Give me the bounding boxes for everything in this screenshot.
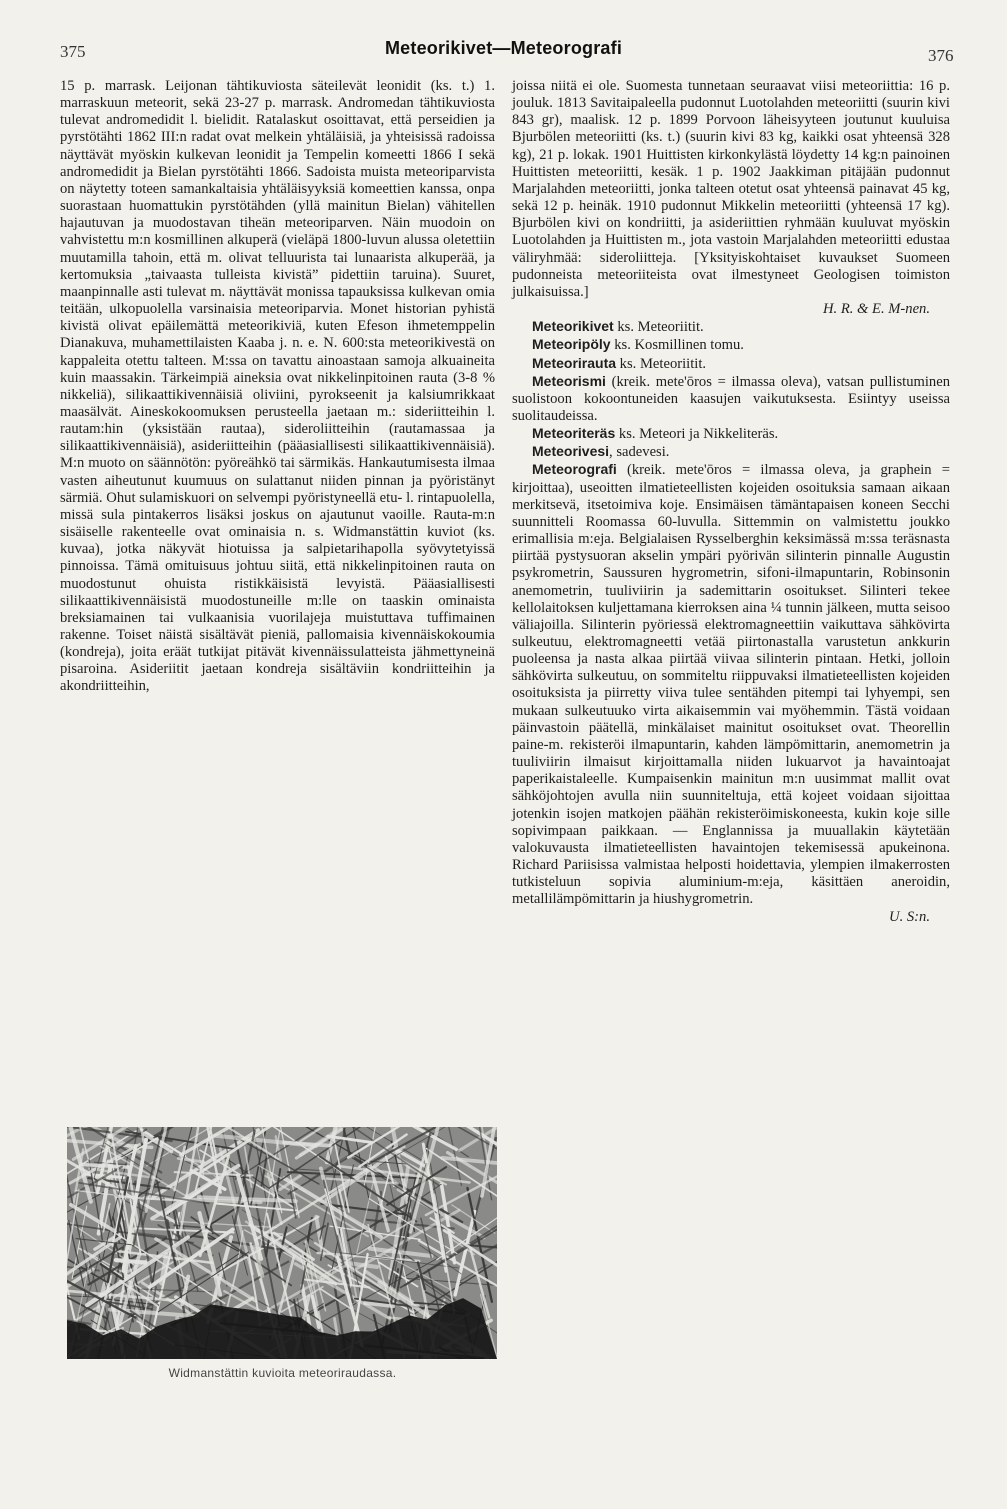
widmanstatten-pattern-photo-icon [67,1127,497,1359]
left-column-text: 15 p. marrask. Leijonan tähtikuviosta säteilevät leonidit (ks. t.) 1. marraskuun meteorit, sekä 23-27 p. marrask. Andromedan tähtikuviosta tulevat andromedidit l. bielidit. Ratalaskut osoittavat, että perseidien ja pyrstötähti 1862 III:n radat ovat melkein yhtäläisiä, ja yhteisissä radoissa näyttävät myöskin kulkevan leonidit ja Tempelin komeetti 1866 I sekä andromedidit ja Bielan pyrstötähti 1866. Sadoista muista meteoriparvista on näytetty toteen samankaltaisia yhtäläisyyksiä komeettien kanssa, onpa suorastaan huomattukin pyrstötähden (yllä mainitun Bielan) vähitellen hajautuvan ja muodostavan tiheän meteoriparven. Näin muodoin on vahvistettu m:n kosmillinen alkuperä (vieläpä 1800-luvun alussa oletettiin muutamilla tahoin, että m. olivat telluurista tai lunaarista alkuperää, ja kertomuksia „taivaasta tulleista kivistä” pidettiin taruina). Suuret, maanpinnalle asti tulevat m. näyttävät monissa tapauksissa kulkevan omia teitään, ulkopuolella varsinaisia meteoriparvia. Monet historian pyhistä kivistä olivat epäilemättä meteorikiviä, kuten Efeson ihmetemppelin Dianakuva, muhamettilaisten Kaaba j. n. e. N. 600:sta meteorikivestä on kappaleita otettu talteen. M:ssa on tavattu ainoastaan samoja alkuaineita kuin maassakin. Tärkeimpiä aineksia ovat nikkelinpitoinen rauta (3-8 % nikkeliä), silikaattikivennäisiä oliviini, pyrokseenit ja kalsiumrikkaat maasälvät. Aineskokoomuksen perusteella jaetaan m.: sideriitteihin l. rautam:hin (yksistään rautaa), sideroliitteihin (rautamassaa ja silikaattikivennäisiä), asideriitteihin (pääasiallisesti silikaattikivennäisiä). M:n muoto on säännötön: pyöreähkö tai särmikäs. Hankautumisesta ilmaa vasten aiheutunut kuumuus on sulattanut niiden pinnan ja pyöristänyt särmiä. Ohut sulamiskuori on selvempi pyöristyneellä etu- l. rintapuolella, missä sula pintakerros lisäksi joskus on ajautunut vaoille. Rauta-m:n sisäiselle rakenteelle ovat ominaisia n. s. Widmanstättin kuviot (ks. kuvaa), jotka näkyvät hiotuissa ja salpietarihapolla syövytetyissä pinnoissa. Tämä omituisuus johtuu siitä, että nikkelinpitoinen rauta on muodostunut ohuista ristikkäisistä levyistä. Pääasiallisesti silikaattikivennäisistä muodostuneille m:lle on taaskin ominaista breksiamainen tai vulkaanisia vuorilajeja muistuttava tuffimainen rakenne. Toiset näistä sisältävät pieniä, pallomaisia kivennäiskokoumia (kondreja), joita eräät tutkijat pitävät kivennäissulatteista jähmettyneinä pisaroina. Asideriitit jaetaan kondreja sisältäviin kondriitteihin ja akondriitteihin, [60,78,495,695]
entry-text: ks. Kosmillinen tomu. [610,337,744,354]
entry [512,461,950,908]
entry-headword: Meteoriteräs [532,425,616,442]
entry [512,425,950,443]
entry-headword: Meteorismi [532,372,606,389]
entry [512,355,950,373]
right-column [512,78,950,926]
crystal-band [116,1260,146,1262]
entry-headword: Meteorirauta [532,354,617,371]
entry [512,318,950,336]
entry [512,443,950,461]
entry [512,373,950,425]
entry-headword: Meteoripöly [532,336,611,353]
entry-headword: Meteorografi [532,461,617,478]
entry-text: , sadevesi. [609,444,670,461]
entry-text: ks. Meteoriitit. [613,319,704,336]
left-column [60,78,495,696]
entry-text: ks. Meteori ja Nikkeliteräs. [615,426,779,443]
widmanstatten-figure [67,1127,497,1359]
continuation-text: joissa niitä ei ole. Suomesta tunnetaan seuraavat viisi meteoriittia: 16 p. jouluk. 1813 Savitaipaleella pudonnut Luotolahden meteoriitti (suurin kivi 843 gr), maalisk. 12 p. 1899 Porvoon läheisyyteen joutunut kuuluisa Bjurbölen meteoriitti (ks. t.) (suurin kivi 83 kg, kaikki osat yhteensä 328 kg), 21 p. lokak. 1901 Huittisten kirkonkylästä löydetty 14 kg:n painoinen Huittisten meteoriitti, kesäk. 1 p. 1902 Jaakkiman pitäjään pudonnut Marjalahden meteoriitti, jonka talteen otetut osat yhteensä painavat 45 kg, sekä 12 p. heinäk. 1910 pudonnut Mikkelin meteoriitti (yhteensä 17 kg). Bjurbölen kivi on kondriitti, ja asideriittien ryhmään kuuluvat myöskin Luotolahden ja Huittisten m., jota vastoin Marjalahden meteoriitti edustaa väliryhmää: sideroliitteja. [Yksityiskohtaiset kuvaukset Suomeen pudonneista meteoriiteista ovat ilmestyneet Geologisen toimiston julkaisuissa.] [512,78,950,300]
page-number-left: 375 [60,42,86,61]
entry-headword: Meteorikivet [532,318,614,335]
page-number-right: 376 [928,46,954,65]
final-signature: U. S:n. [889,908,930,925]
signature: H. R. & E. M-nen. [823,301,930,318]
entry-text: (kreik. mete'ōros = ilmassa oleva, ja graphein = kirjoittaa), useoitten ilmatieteellisten kojeiden osoituksia samaan aikaan merkitsevä, itsetoimiva koje. Ensimäisen tämäntapaisen koneen Secchi suunnitteli Roomassa 60-luvulla. Sittemmin on valmistettu joukko erimallisia m:eja. Belgialaisen Rysselberghin keksimässä m:ssa teräsnasta piirtää pystysuoran akselin ympäri pyörivän silinterin pinnalle Augustin psykrometrin, Saussuren hygrometrin, sifoni-ilmapuntarin, Robinsonin anemometrin, tuuliviirin ja sademittarin osoitukset. Silinteri tekee kellolaitoksen kuljettamana kierroksen aina ¼ tunnin jälkeen, mutta seisoo väliajoilla. Silinterin pyöriessä elektromagneettiin vaikuttava sähkövirta sulkeutuu, elektromagneetti vetää piirtonastalla varustetun ankkurin puoleensa ja nasta alkaa piirtää viivaa silinterin pintaan. Hetki, jolloin sähkövirta sulkeutuu, on sommiteltu riippuvaksi ilmatieteellisten kojeiden osoituksista ja piirretty viiva tulee sentähden pitempi tai lyhyempi, sen mukaan sulkeutuuko virta aikaisemmin vai myöhemmin. Tästä voidaan päinvastoin päätellä, minkälaiset mainitut osoitukset ovat. Theorellin paine-m. rekisteröi ilmapuntarin, kahden lämpömittarin, anemometrin ja tuuliviirin ilmaisut kirjoittamalla niiden lukuarvot ja havaintoajat paperikaistaleelle. Kumpaisenkin mainitun m:n uusimmat mallit ovat sähköjohtojen avulla niin suunniteltuja, että kojeet voidaan sijoittaa jotenkin isojen matkojen päähän rekisteröimiskoneesta, kukin koje sille sopivimpaan paikkaan. — Englannissa ja muuallakin käytetään valokuvausta ilmatieteellisten havaintojen tekemisessä apukeinona. Richard Pariisissa valmistaa helposti hoidettavia, ylempien ilmakerrosten tutkisteluun sopivia aluminium-m:eja, käsittäen aneroidin, metallilämpömittarin ja hiushygrometrin. [512,462,950,908]
figure-caption: Widmanstättin kuvioita meteoriraudassa. [168,1366,397,1380]
running-head: Meteorikivet—Meteorografi [384,38,623,58]
entry [512,336,950,354]
entry-text: (kreik. mete'ōros = ilmassa oleva), vatsan pullistuminen suolistoon kokoontuneiden kaasujen vaikutuksesta. Esiintyy useissa suolitaudeissa. [512,373,950,424]
entry-headword: Meteorivesi [532,443,610,460]
entry-list [512,318,950,908]
entry-text: ks. Meteoriitit. [616,355,707,372]
